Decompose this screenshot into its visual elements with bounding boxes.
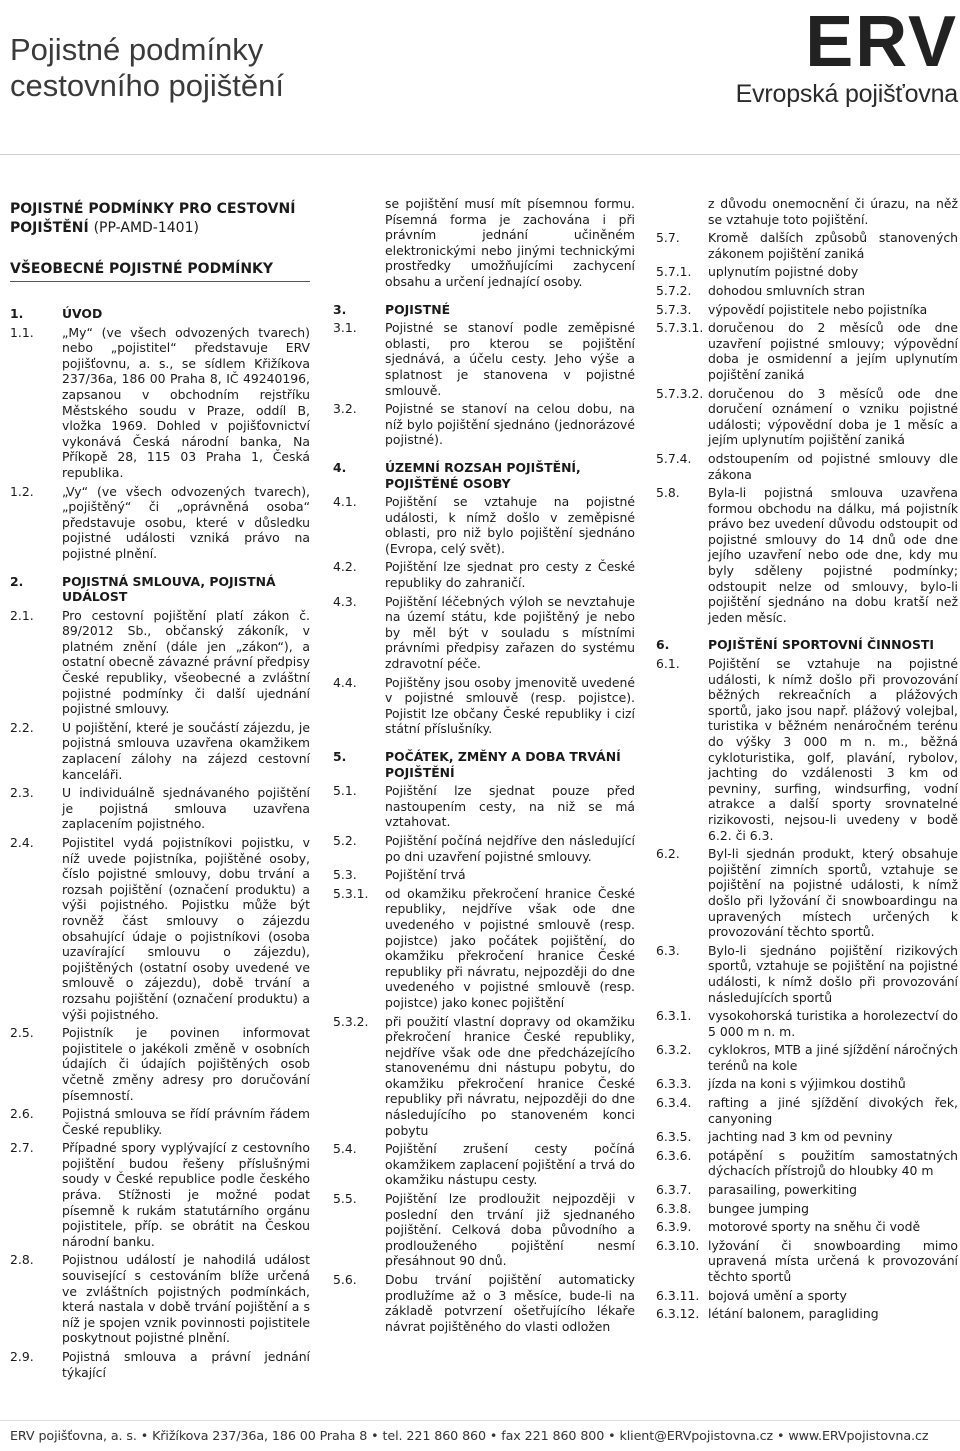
clause-text: bojová umění a sporty (708, 1287, 847, 1303)
clause-text: Pojistná smlouva se řídí právním řádem České republiky. (62, 1106, 310, 1137)
clause-text: potápění s použitím samostatných dýchacích přístrojů do hloubky 40 m (708, 1147, 958, 1179)
section-title: POJISTNÁ SMLOUVA, POJISTNÁ UDÁLOST (62, 573, 276, 605)
clause (10, 1349, 310, 1380)
section-heading (333, 460, 635, 491)
section-number: 5. (333, 749, 347, 764)
clause-number: 5.7. (656, 230, 680, 246)
clause (10, 325, 310, 481)
clause-number: 6.3.9. (656, 1219, 692, 1235)
clause-text: při použití vlastní dopravy od okamžiku překročení hranice České republiky, nejdříve však ode dne předcházejícího stanovenému dni nástupu pobytu, do okamžiku překročení hranice České republiky při návratu, nejpozději do dne následujícího po stanoveném konci pobytu (385, 1013, 635, 1138)
clause-number: 5.6. (333, 1272, 357, 1287)
document-title (10, 32, 284, 104)
clause-text: parasailing, powerkiting (708, 1182, 858, 1198)
clause-number: 2.2. (10, 719, 34, 735)
clause (656, 320, 958, 382)
clause (10, 1025, 310, 1103)
clause-number: 5.7.3.2. (656, 385, 704, 401)
clause (333, 320, 635, 398)
clause-number: 6.3.11. (656, 1287, 700, 1303)
clause-text: Pojištění lze sjednat pro cesty z České republiky do zahraničí. (385, 559, 635, 591)
clause-text: „My“ (ve všech odvozených tvarech) nebo „pojistitel“ představuje ERV pojišťovnu, a. s., se sídlem Křižíkova 237/36a, 186 00 Praha 8, IČ 49240196, zapsanou v obchodním rejstříku Městského soudu v Praze, oddíl B, vložka 1969. Dohled v pojišťovnictví vykonává Česká národní banka, Na Příkopě 28, 115 03 Praha 1, Česká republika. (62, 324, 310, 480)
clause-text: uplynutím pojistné doby (708, 264, 859, 280)
clause-number: 6.3.2. (656, 1042, 692, 1058)
clause-number: 6.1. (656, 656, 680, 672)
clause (10, 785, 310, 832)
clause-text: doručenou do 2 měsíců ode dne uzavření pojistné smlouvy; výpovědní doba je osmidenní a jejím uplynutím pojištění zaniká (708, 320, 958, 382)
clause-text: Pro cestovní pojištění platí zákon č. 89/2012 Sb., občanský zákoník, v platném znění (dále jen „zákon“), a ostatní obecně závazné právní předpisy České republiky, všeobecné a zvláštní pojistné podmínky či další ujednání pojistné smlouvy. (62, 607, 310, 717)
clause (333, 559, 635, 590)
clause-text: Pojistné se stanoví na celou dobu, na níž bylo pojištění sjednáno (jednorázové pojistné). (385, 401, 635, 448)
column-2 (333, 196, 635, 1337)
clause (656, 1182, 958, 1198)
clause-text: létání balonem, paragliding (708, 1306, 879, 1322)
clause (333, 833, 635, 864)
clause-number: 4.4. (333, 674, 357, 690)
clause (656, 1201, 958, 1217)
clause (656, 451, 958, 482)
clause-number: 1.2. (10, 483, 34, 499)
clause-number: 5.7.4. (656, 450, 692, 466)
clause-text: Kromě dalších způsobů stanovených zákonem pojištění zaniká (708, 230, 958, 261)
clause-number: 6.2. (656, 846, 680, 862)
clause-text: cyklokros, MTB a jiné sjíždění náročných terénů na kole (708, 1042, 958, 1073)
clause-number: 4.3. (333, 593, 357, 609)
clause-number: 1.1. (10, 324, 34, 340)
clause (10, 720, 310, 782)
clause-text: Pojistník je povinen informovat pojistitele o jakékoli změně v osobních údajích či údajích pojištěných osob včetně změny adresy pro doručování písemností. (62, 1025, 310, 1103)
page-header (0, 0, 960, 155)
erv-logo (735, 8, 958, 108)
clause-number: 6.3.1. (656, 1008, 692, 1024)
clause (10, 835, 310, 1022)
clause (656, 283, 958, 299)
clause-number: 2.4. (10, 835, 34, 850)
clause-number: 5.1. (333, 783, 357, 799)
clause (656, 1095, 958, 1126)
clause (10, 1252, 310, 1346)
section-heading (10, 306, 310, 322)
clause-number: 4.1. (333, 494, 357, 510)
clause-text: Pojištění lze sjednat pouze před nastoupením cesty, na niž se má vztahovat. (385, 783, 635, 830)
clause-number: 2.6. (10, 1106, 34, 1122)
clause-text: Pojištění léčebných výloh se nevztahuje na území státu, kde pojištěný je nebo by měl být v souladu s místními právními předpisy zařazen do systému zdravotní péče. (385, 593, 635, 672)
clause-text: jízda na koni s výjimkou dostihů (708, 1076, 906, 1092)
clause-number: 6.3.8. (656, 1200, 692, 1216)
section-heading (333, 302, 635, 318)
page-footer: ERV pojišťovna, a. s. • Křižíkova 237/36a, 186 00 Praha 8 • tel. 221 860 860 • fax 221 860 800 • klient@ERVpojistovna.cz • www.ERVpojistovna.cz (10, 1428, 929, 1443)
clause (333, 494, 635, 556)
clause (656, 1042, 958, 1073)
clause (10, 484, 310, 562)
clause (333, 783, 635, 830)
clause (10, 1106, 310, 1137)
clause-number: 5.4. (333, 1141, 357, 1157)
title-line-1: Pojistné podmínky (10, 32, 264, 67)
clause (656, 1238, 958, 1285)
clause-text: Pojištění se vztahuje na pojistné události, k nímž došlo v zeměpisné oblasti, pro niž bylo pojištění sjednáno (Evropa, celý svět). (385, 494, 635, 556)
clause-text: U individuálně sjednávaného pojištění je pojistná smlouva uzavřena zaplacením pojistného. (62, 785, 310, 832)
clause-number: 6.3.7. (656, 1182, 692, 1198)
erv-logo-mark (768, 8, 958, 74)
clause-number: 5.8. (656, 485, 680, 501)
clause-text: Pojištění zrušení cesty počíná okamžikem zaplacení pojištění a trvá do okamžiku nástupu cesty. (385, 1141, 635, 1188)
clause-number: 2.5. (10, 1025, 34, 1041)
clause-text: odstoupením od pojistné smlouvy dle zákona (708, 450, 958, 482)
clause-text: výpovědí pojistitele nebo pojistníka (708, 301, 928, 317)
section-number: 6. (656, 637, 670, 653)
clause (656, 1076, 958, 1092)
clause-text: Pojistitel vydá pojistníkovi pojistku, v níž uvede pojistníka, pojištěné osoby, číslo pojistné smlouvy, dobu trvání a rozsah pojištění (označení produktu) a výši pojistného. Pojistku může být rovněž část smlouvy o zájezdu obsahující údaje o pojistníkovi (osoba uzavírající smlouvu o zájezdu), pojištěných (ostatní osoby uvedené ve smlouvě o zájezdu), době trvání a rozsahu pojištění (označení produktu) a výši pojistného. (62, 835, 310, 1022)
document-heading-text: POJISTNÉ PODMÍNKY PRO CESTOVNÍ POJIŠTĚNÍ (10, 201, 296, 236)
clause-continuation: se pojištění musí mít písemnou formu. Písemná forma je zachována i při právním jednání učiněném elektronickými nebo jinými technickými prostředky umožňujícími zachycení obsahu a určení jednající osoby. (385, 196, 635, 289)
clause-number: 6.3.4. (656, 1095, 692, 1111)
clause (656, 1148, 958, 1179)
footer-divider (0, 1420, 960, 1421)
section-title: POJISTNÉ (385, 301, 451, 317)
clause-text: Bylo-li sjednáno pojištění rizikových sportů, vztahuje se pojištění na pojistné události, k nímž došlo při provozování následujících sportů (708, 942, 958, 1005)
clause-number: 4.2. (333, 559, 357, 575)
clause-number: 2.1. (10, 607, 34, 623)
clause-number: 5.3.1. (333, 885, 369, 901)
clause-text: lyžování či snowboarding mimo upravená místa určená k provozování těchto sportů (708, 1237, 958, 1284)
clause-number: 5.7.1. (656, 264, 692, 280)
column-1 (10, 196, 310, 1383)
clause (656, 943, 958, 1005)
clause (656, 1306, 958, 1322)
clause (333, 594, 635, 672)
clause-number: 5.7.3. (656, 301, 692, 317)
clause-text: U pojištění, které je součástí zájezdu, je pojistná smlouva uzavřena okamžikem zaplacení zálohy na zájezd cestovní kanceláři. (62, 719, 310, 782)
clause (656, 1288, 958, 1304)
section-number: 4. (333, 459, 347, 475)
clause-number: 5.3.2. (333, 1013, 369, 1029)
clause (333, 675, 635, 737)
clause (656, 230, 958, 261)
clause-number: 2.3. (10, 785, 34, 801)
clause-number: 2.9. (10, 1349, 34, 1364)
clause-text: doručenou do 3 měsíců ode dne doručení oznámení o vzniku pojistné události; výpovědní doba je 1 měsíc a jejím uplynutím pojištění zaniká (708, 385, 958, 448)
clause-text: motorové sporty na sněhu či vodě (708, 1219, 921, 1235)
clause-continuation: z důvodu onemocnění či úrazu, na něž se vztahuje toto pojištění. (708, 196, 958, 227)
section-heading (333, 749, 635, 780)
clause (656, 656, 958, 843)
clause-text: Pojistnou událostí je nahodilá událost související s cestováním blíže určená ve zvláštních pojistných podmínkách, která nastala v době trvání pojištění a s níž je spojen vznik povinnosti pojistitele poskytnout pojistné plnění. (62, 1252, 310, 1346)
clause-number: 6.3. (656, 942, 680, 958)
clause-number: 6.3.6. (656, 1147, 692, 1163)
clause-number: 6.3.10. (656, 1237, 700, 1253)
section-number: 3. (333, 301, 347, 317)
section-title: ÚZEMNÍ ROZSAH POJIŠTĚNÍ, POJIŠTĚNÉ OSOBY (385, 459, 581, 491)
document-code: (PP-AMD-1401) (93, 220, 199, 236)
clause-text: Pojištění trvá (385, 867, 466, 883)
clause-text: rafting a jiné sjíždění divokých řek, canyoning (708, 1095, 958, 1126)
clause-text: od okamžiku překročení hranice České republiky, nejdříve však ode dne uvedeného v pojistné smlouvě (resp. pojistce) jako počátek pojištění, do okamžiku překročení hranice České republiky při návratu, nejpozději do dne uvedeného v pojistné smlouvě (resp. pojistce) jako konec pojištění (385, 885, 635, 1010)
general-conditions-heading: VŠEOBECNÉ POJISTNÉ PODMÍNKY (10, 260, 310, 282)
clause (656, 264, 958, 280)
clause-text: Pojistná smlouva a právní jednání týkající (62, 1349, 310, 1380)
clause-number: 6.3.12. (656, 1306, 700, 1322)
clause (333, 886, 635, 1011)
clause-text: vysokohorská turistika a horolezectví do 5 000 m n. m. (708, 1008, 958, 1039)
clause (333, 401, 635, 448)
clause-number: 6.3.5. (656, 1129, 692, 1145)
column-3 (656, 196, 958, 1340)
logo-subtitle: Evropská pojišťovna (735, 80, 958, 108)
clause (656, 485, 958, 625)
clause (656, 302, 958, 318)
clause (333, 867, 635, 883)
clause (333, 1272, 635, 1334)
title-line-2: cestovního pojištění (10, 68, 285, 103)
clause-number: 5.7.3.1. (656, 320, 704, 336)
clause-number: 6.3.3. (656, 1076, 692, 1092)
section-heading (656, 637, 958, 653)
clause (10, 1140, 310, 1249)
clause (656, 1129, 958, 1145)
clause (333, 1014, 635, 1139)
clause-text: Byl-li sjednán produkt, který obsahuje pojištění zimních sportů, vztahuje se pojištění na pojistné události, k nímž došlo při lyžování či snowboardingu na upravených místech určených k provozování těchto sportů. (708, 846, 958, 940)
clause (10, 608, 310, 717)
section-title: POČÁTEK, ZMĚNY A DOBA TRVÁNÍ POJIŠTĚNÍ (385, 749, 621, 780)
clause-text: „Vy“ (ve všech odvozených tvarech), „pojištěný“ či „oprávněná osoba“ představuje osobu, které v důsledku pojistné události vzniká právo na pojistné plnění. (62, 483, 310, 561)
clause (656, 1219, 958, 1235)
clause-number: 5.5. (333, 1191, 357, 1207)
clause-text: Dobu trvání pojištění automaticky prodlužíme až o 3 měsíce, bude-li na základě potvrzení ošetřujícího lékaře návrat pojištěného do vlasti odložen (385, 1272, 635, 1334)
clause-text: Případné spory vyplývající z cestovního pojištění budou řešeny příslušnými soudy v České republice podle českého práva. Stížnosti je možné podat písemně k rukám statutárního orgánu pojistitele, příp. se obrátit na Českou národní banku. (62, 1140, 310, 1249)
clause-text: Pojištění lze prodloužit nejpozději v poslední den trvání již sjednaného pojištění. Celková doba původního a prodlouženého pojištění nesmí přesáhnout 90 dnů. (385, 1191, 635, 1269)
clause-number: 2.8. (10, 1252, 34, 1268)
clause-text: Pojištění počíná nejdříve den následující po dni uzavření pojistné smlouvy. (385, 832, 635, 864)
clause-number: 3.1. (333, 320, 357, 336)
clause-text: bungee jumping (708, 1200, 810, 1216)
document-heading (10, 200, 310, 238)
clause (656, 386, 958, 448)
section-heading (10, 574, 310, 605)
clause-number: 5.2. (333, 832, 357, 848)
clause-number: 2.7. (10, 1140, 34, 1156)
clause-text: Pojistné se stanoví podle zeměpisné oblasti, pro kterou se pojištění sjednává, a účelu cesty. Jeho výše a splatnost je stanovena v pojistné smlouvě. (385, 320, 635, 398)
section-title: ÚVOD (62, 306, 103, 321)
section-number: 2. (10, 573, 24, 589)
clause-number: 3.2. (333, 401, 357, 417)
clause-text: Pojištěny jsou osoby jmenovitě uvedené v pojistné smlouvě (resp. pojistce). Pojistit lze občany České republiky i cizí státní příslušníky. (385, 674, 635, 737)
clause-text: dohodou smluvních stran (708, 282, 866, 298)
clause (333, 1141, 635, 1188)
clause (333, 1191, 635, 1269)
clause (656, 846, 958, 940)
logo-text: ERV (805, 8, 958, 74)
section-number: 1. (10, 306, 24, 321)
clause-text: Pojištění se vztahuje na pojistné události, k nímž došlo při provozování běžných rekreačních a plážových sportů, jako jsou např. plážový volejbal, turistika v běžném nenáročném terénu do výšky 3 000 m n. m., běžná cykloturistika, golf, plavání, rybolov, jachting do vzdálenosti 3 km od pevniny, surfing, windsurfing, vodní atrakce a další sporty srovnatelné rizikovosti, nejsou-li uvedeny v bodě 6.2. či 6.3. (708, 656, 958, 843)
clause-number: 5.7.2. (656, 282, 692, 298)
clause-number: 5.3. (333, 867, 357, 883)
section-title: POJIŠTĚNÍ SPORTOVNÍ ČINNOSTI (708, 637, 934, 653)
clause (656, 1008, 958, 1039)
clause-text: Byla-li pojistná smlouva uzavřena formou obchodu na dálku, má pojistník právo bez uvedení důvodu odstoupit od pojistné smlouvy do 14 dnů ode dne jejího uzavření nebo ode dne, kdy mu byly sděleny pojistné podmínky; odstoupit nelze od smlouvy, bylo-li pojištění sjednáno na dobu kratší než jeden měsíc. (708, 485, 958, 625)
clause-text: jachting nad 3 km od pevniny (708, 1129, 893, 1145)
